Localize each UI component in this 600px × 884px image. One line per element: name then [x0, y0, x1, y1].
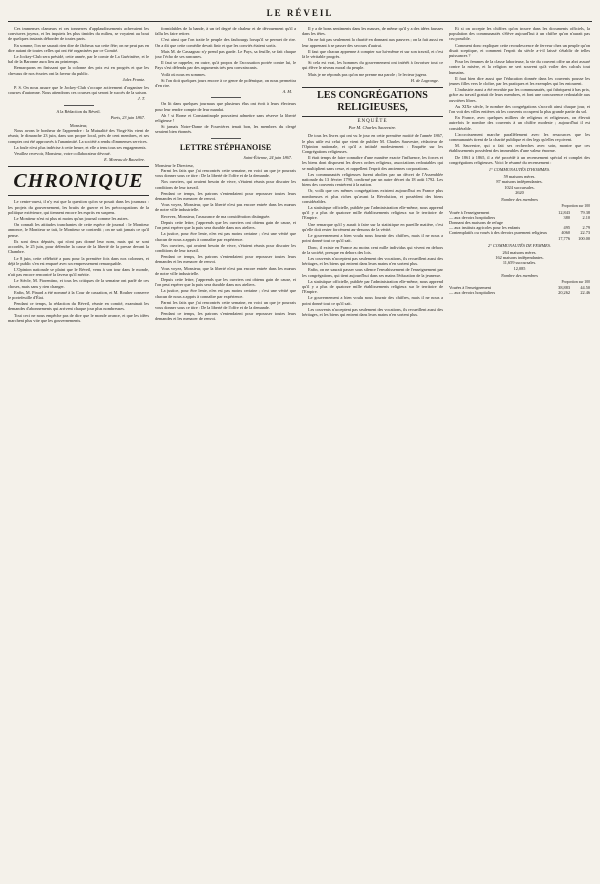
paragraph: Recevez, Monsieur, l'assurance de ma considération distinguée.: [161, 213, 271, 219]
paragraph: Les couvents n'acceptent pas seulement des vocations, ils recueillent aussi des héritages, et les biens qui entrent dans leurs mains n'en sortent plus.: [302, 306, 443, 317]
paragraph: Le Moniteur n'est ni plus ni moins qu'un journal comme les autres.: [14, 216, 129, 222]
paragraph: En somme, l'on ne saurait rien dire de fâcheux sur cette fête; on ne peut pas en dire autant de toutes celles qui ont été organisées par ce Comité.: [8, 42, 149, 53]
letter-title: LETTRE STÉPHANOISE: [179, 142, 272, 152]
divider: [211, 97, 241, 98]
table-row: [449, 290, 590, 295]
stats-sum-pct: 100.00: [578, 235, 590, 241]
letter-date: Paris, 23 juin 1867.: [110, 114, 145, 120]
paragraph: M. Sauvestre, qui a fait ses recherches avec soin, montre que ces établissements possèdent des immeubles d'une valeur énorme.: [449, 143, 590, 154]
paragraph: Pendant ce temps, les patrons s'entendaient pour repousser toutes leurs demandes et les menacer de renvoi.: [155, 190, 296, 202]
table-row: [449, 230, 590, 235]
paragraph: P. S. On nous assure que le Jockey-Club s'occupe activement d'organiser les courses d'automne. Nous attendrons ces courses qui seront le succès de la saison.: [8, 85, 149, 96]
table-cell-p: 79.38: [580, 209, 590, 215]
stats-line: 1024 succursales.: [504, 184, 535, 190]
paragraph: formidables de la bande, à un tel degré de chaleur et de dévouement qu'il a fallu les faire retirer.: [155, 26, 296, 37]
signature: E. Moreau de Bauvière.: [104, 157, 145, 163]
paragraph: Ces immenses clameurs et ces tonnerres d'applaudissements achevaient les conviuves joyeux, et les inquiets les plus timides du milieu, se voyaient au bout de quelques instants déborder de toutes parts.: [8, 26, 149, 42]
paragraph: Si l'on doit quelques jours encore à ce genre de polémique, on nous permettra d'en rire.: [155, 77, 296, 89]
paragraph: Pendant ce temps, les patrons s'entendaient pour repousser toutes leurs demandes et les menacer de renvoi.: [155, 254, 296, 265]
paragraph: Enfin, M. Pinard a été nommé à la Cour de cassation, et M. Rouher conserve le portefeuille d'État.: [8, 289, 149, 300]
table-cell-label: — aux instituts agricoles pour les enfants: [449, 225, 521, 231]
paragraph: Au XIXe siècle, le nombre des congrégations s'accroît ainsi chaque jour, et l'on voit des villes entières où les couvents occupent la plus grande partie du sol.: [449, 103, 590, 115]
paragraph: Il était temps de faire connaître d'une manière exacte l'influence, les forces et les biens dont disposent les divers ordres religieux, associations redoutables qui se multiplient sans cesse, et rappellent l'esprit des anciennes corporations.: [302, 155, 443, 171]
paragraph: Les couvents n'acceptent pas seulement des vocations, ils recueillent aussi des héritages, et les biens qui entrent dans leurs mains n'en sortent plus.: [302, 255, 443, 267]
letter-greeting: Monsieur le Directeur,: [155, 162, 194, 168]
paragraph: L'Opinion nationale se plaint que le Réveil, venu à son tour dans le monde, n'ait pas encore rencontré la faveur qu'il mérite.: [8, 266, 149, 278]
letter-recipient: A la Rédaction du Réveil.: [56, 108, 101, 114]
paragraph: Pendant ce temps, les patrons s'entendaient pour repousser toutes leurs demandes et les menacer de renvoi.: [155, 311, 296, 322]
paragraph: La justice, pour être lente, n'en est pas moins certaine ; c'est une vérité que chacun de nous a appris à connaître par expérience.: [155, 231, 296, 242]
masthead: [8, 4, 592, 22]
paragraph: La statistique officielle, publiée par l'administration elle-même, nous apprend qu'il y a plus de quatorze mille établissements religieux sur le territoire de l'Empire.: [302, 278, 443, 295]
paragraph: Les communautés religieuses furent abolies par un décret de l'Assemblée nationale du 13 février 1790, confirmé par un autre décret du 18 août 1792. Les biens des couvents rentrèrent à la nation.: [302, 171, 443, 188]
paragraph: Le Jockey-Club sera présidé, cette année, par le comte de La Guérinière, et le bal de la Baronne aura lieu au printemps.: [8, 54, 149, 65]
table-cell-label: Vouée à l'enseignement: [449, 209, 490, 215]
section-author: Par M. Charles Sauvestre.: [348, 125, 397, 131]
paragraph: Il faut se rappeler, en outre, qu'à propos de l'accusation portée contre lui, le Pays s'est défendu par des arguments très peu convaincants.: [155, 60, 296, 71]
table-cell-label: Contemplatifs ou voués à des devoirs purement religieux: [449, 230, 547, 236]
letter-date: Saint-Étienne, 24 juin 1867.: [243, 154, 292, 160]
column-2: [155, 26, 296, 324]
table-cell-label: — aux devoirs hospitaliers: [449, 214, 496, 220]
paragraph: Ils sont deux députés, qui n'ont pas donné leur nom, mais qui se sont accordés, le 25 juin, pour défendre la cause de la liberté de la presse devant la Chambre.: [8, 238, 149, 255]
paragraph: Or, voilà que ces mêmes congrégations existent aujourd'hui en France plus nombreuses et plus riches qu'avant la Révolution, et possèdent des biens considérables.: [302, 188, 443, 204]
paragraph: Comment donc expliquer cette recrudescence de ferveur chez un peuple qu'on disait sceptique, et comment l'esprit du siècle a-t-il laissé s'établir de telles puissances ?: [449, 42, 590, 59]
paragraph: Parmi les faits que j'ai rencontrés cette semaine, en voici un que je pourrais vous donner sous ce titre : De la liberté de l'offre et de la demande.: [155, 168, 296, 179]
paragraph: Veuillez recevoir, Monsieur, votre collaborateur dévoué.: [14, 151, 111, 157]
stats-sum: 17,776: [558, 235, 570, 241]
table-cell-n: 12,843: [558, 209, 570, 215]
divider: [211, 138, 241, 139]
paragraph: Depuis cette lettre, j'apprends que les ouvriers ont obtenu gain de cause, et l'on peut espérer que la paix sera durable dans nos ateliers.: [155, 219, 296, 231]
table-cell-n: 380: [563, 214, 570, 220]
stats-women-title: 2° COMMUNAUTÉS DE FEMMES.: [487, 242, 552, 248]
stats-table-men: [449, 210, 590, 241]
table-cell-label: — aux devoirs hospitaliers: [449, 290, 496, 296]
stats-table-women: [449, 285, 590, 295]
paragraph: La statistique officielle, publiée par l'administration elle-même, nous apprend qu'il y a plus de quatorze mille établissements religieux sur le territoire de l'Empire.: [302, 205, 443, 221]
paragraph: Si jamais Notre-Dame de Fourvières tenait bon, les membres du clergé seraient bien étonnés.: [155, 124, 296, 135]
table-cell-p: 44.50: [580, 285, 590, 291]
paragraph: Nos ouvriers, qui avaient besoin de vivre, s'étaient réunis pour discuter les conditions de leur travail.: [155, 242, 296, 253]
stats-line: 162 maisons indépendantes.: [495, 255, 544, 261]
stats-col-heading: Proportion sur 100: [561, 204, 590, 209]
table-cell-n: 495: [563, 225, 570, 231]
stats-line: 264 maisons mères.: [502, 249, 537, 255]
paragraph: La foule n'est plus indécise à cette heure, et elle a tenu tous ses engagements.: [14, 144, 147, 150]
paragraph: Parmi les faits que j'ai rencontrés cette semaine, en voici un que je pourrais vous donner sous ce titre : De la liberté de l'offre et de la demande.: [155, 299, 296, 310]
signature: A. M.: [282, 89, 292, 95]
paragraph: De 1861 à 1865, il a été procédé à un recensement spécial et complet des congrégations religieuses. Voici le résumé du recensement :: [449, 154, 590, 165]
paragraph: Si cela est vrai, les hommes du gouvernement ont intérêt à favoriser tout ce qui élève le niveau moral du peuple.: [302, 60, 443, 71]
table-cell-p: 22.73: [580, 230, 590, 236]
table-row: [449, 236, 590, 241]
masthead-title: LE RÉVEIL: [266, 8, 334, 18]
stats-line: 59 maisons mères.: [503, 174, 536, 180]
paragraph: Vous voyez, Monsieur, que la liberté n'est pas encore entrée dans les mœurs de notre ville industrielle.: [155, 265, 296, 276]
paragraph: Pour les femmes de la classe laborieuse, la vie du couvent offre un abri assuré contre la misère, et la religion ne sert souvent qu'à voiler des calculs tout humains.: [449, 59, 590, 75]
signature: Jules Frantz.: [122, 76, 145, 82]
table-cell-p: 2.79: [582, 225, 590, 231]
paragraph: Mais je ne réponds pas qu'on me prenne ma parole ; le lecteur jugera.: [308, 71, 428, 77]
paragraph: Il faut que chacun apprenne à compter sur lui-même et sur son travail, et c'est là le véritable progrès.: [302, 48, 443, 60]
paragraph: C'est ainsi que l'on traite le peuple des faubourgs lorsqu'il se permet de rire. On a dit que cette comédie devait finir et que les conviés étaient sortis.: [155, 37, 296, 48]
column-1: [8, 26, 149, 324]
paragraph: L'industrie aussi a été envahie par les communautés, qui fabriquent à bas prix, grâce au travail gratuit de leurs membres, et font une concurrence redoutable aux ouvrières libres.: [449, 87, 590, 103]
paragraph: Le gouvernement a bien voulu nous fournir des chiffres, mais il ne nous a point donné tout ce qu'il sait.: [302, 233, 443, 244]
divider: [64, 105, 94, 106]
paragraph: En France, avec quelques milliers de religieux et religieuses, on élevait autrefois le nombre des couvents à un chiffre modeste ; aujourd'hui il est considérable.: [449, 115, 590, 131]
paragraph: Enfin, on ne saurait passer sous silence l'envahissement de l'enseignement par les congrégations, qui tient aujourd'hui dans ses mains l'éducation de la jeunesse.: [302, 267, 443, 278]
paragraph: Et si on accepte les chiffres qu'on trouve dans les documents officiels, la population des communautés s'élève aujourd'hui à un chiffre qu'on n'aurait pas cru possible.: [449, 26, 590, 42]
paragraph: La justice, pour être lente, n'en est pas moins certaine ; c'est une vérité que chacun de nous a appris à connaître par expérience.: [155, 288, 296, 299]
table-cell-n: 20,262: [558, 290, 570, 296]
stats-total: 12,085: [513, 265, 526, 271]
paragraph: Depuis cette lettre, j'apprends que les ouvriers ont obtenu gain de cause, et l'on peut espérer que la paix sera durable dans nos ateliers.: [155, 276, 296, 288]
stats-line: 87 maisons indépendantes.: [496, 179, 543, 185]
table-cell-label: Vouées à l'enseignement: [449, 285, 491, 291]
stats-members-heading: Nombre des membres: [501, 272, 538, 278]
section-title: LES CONGRÉGATIONS RELIGIEUSES,: [302, 87, 443, 117]
stats-members-heading: Nombre des membres: [501, 197, 538, 203]
stats-men-title: 1° COMMUNAUTÉS D'HOMMES.: [488, 167, 551, 173]
paragraph: Il y a de bons sentiments dans les masses, de même qu'il y a des idées fausses dans les têtes.: [302, 26, 443, 37]
paragraph: Il faut bien dire aussi que l'éducation donnée dans les couvents pousse les jeunes filles vers le cloître, par les pratiques et les exemples qui les entourent.: [449, 75, 590, 87]
newspaper-page: [8, 4, 592, 876]
paragraph: Une remarque qu'il y aurait à faire sur la statistique en pareille matière, c'est qu'elle doit rester forcément au-dessous de la vérité.: [302, 221, 443, 232]
signature: H. de Lagrange.: [410, 77, 439, 83]
table-cell-p: 22.46: [580, 290, 590, 296]
signature: J. T.: [137, 96, 145, 102]
paragraph: Nos ouvriers, qui avaient besoin de vivre, s'étaient réunis pour discuter les conditions de leur travail.: [155, 179, 296, 190]
paragraph: Tout ceci ne nous empêche pas de dire que le monde avance, et que les idées marchent plus vite que les gouvernements.: [8, 312, 149, 323]
table-cell-label: Donnant des maisons de refuge: [449, 219, 503, 225]
letter-greeting: Monsieur,: [69, 123, 88, 129]
paragraph: Mais M. de Cassagnac n'y prend pas garde. Le Pays, sa feuille, se fait chaque jour l'écho de ses rancunes.: [155, 48, 296, 60]
paragraph: Le centre-ouest, il n'y eut que la question qu'on se posait dans les journaux : les projets du gouvernement, les bruits de guerre et les préoccupations de la politique extérieure, qui tiennent encore les esprits en suspens.: [8, 199, 149, 215]
paragraph: Donc, il existe en France au moins cent mille individus qui vivent en dehors de la société, presque en dehors des lois.: [302, 244, 443, 255]
columns: [8, 26, 592, 324]
paragraph: Le Siècle, M. Fiorentino, et tous les critiques de la semaine ont parlé de ces choses, mais sans y rien changer.: [8, 278, 149, 289]
column-4: [449, 26, 590, 324]
paragraph: Nous avons le bonheur de l'apprendre : la Mutualité des Vingt-Six vient de réunir, le dimanche 23 juin, dans son propre local, près de cent membres, et ses comptes ont été approuvés à l'unanimité. La société a rendu d'immenses services.: [8, 128, 149, 144]
paragraph: On ne fait pas seulement la charité en donnant aux pauvres ; on la fait aussi en leur apprenant à se passer des secours d'autrui.: [302, 37, 443, 48]
stats-col-heading: Proportion sur 100: [561, 279, 590, 284]
paragraph: Le gouvernement a bien voulu nous fournir des chiffres, mais il ne nous a point donné tout ce qu'il sait.: [302, 295, 443, 306]
table-cell-n: 38,883: [558, 285, 570, 291]
table-cell-p: 2.10: [582, 214, 590, 220]
paragraph: On connaît les attitudes tranchantes de cette espèce de journal : le Moniteur annonce, le Moniteur se tait, le Moniteur se contredit ; on ne sait jamais ce qu'il pense.: [8, 222, 149, 238]
paragraph: On lit dans quelques journaux que plusieurs élus ont écrit à leurs électeurs pour leur rendre compte de leur mandat.: [155, 101, 296, 112]
stats-total: 2620: [515, 189, 524, 195]
table-cell-n: 4060: [561, 230, 570, 236]
paragraph: Vous voyez, Monsieur, que la liberté n'est pas encore entrée dans les mœurs de notre ville industrielle.: [155, 202, 296, 213]
paragraph: L'accroissement marche parallèlement avec les ressources que les communautés tirent de la charité publique et des legs qu'elles reçoivent.: [449, 131, 590, 143]
chronique-title: CHRONIQUE: [8, 166, 149, 196]
paragraph: Ah ! si Rome et Constantinople pouvaient admettre sans réserve la liberté religieuse !: [155, 112, 296, 124]
section-subtitle: ENQUÊTE: [357, 119, 388, 125]
stats-line: 11,659 succursales.: [502, 260, 537, 266]
paragraph: De tous les livres qui ont vu le jour en cette première moitié de l'année 1867, le plus utile est celui que vient de publier M. Charles Sauvestre, rédacteur de l'Opinion nationale, et qu'il a intitulé modestement : Enquête sur les Congrégations religieuses.: [302, 133, 443, 155]
column-3: [302, 26, 443, 324]
paragraph: Le 8 juin, cette célébrité a paru pour la première fois dans nos colonnes, et déjà le public s'en est emparé avec un empressement remarquable.: [8, 255, 149, 266]
paragraph: Pendant ce temps, la rédaction du Réveil, réunie en comité, examinait les demandes d'abonnements qui arrivent chaque jour plus nombreuses.: [8, 301, 149, 312]
paragraph: Voilà où nous en sommes.: [161, 71, 206, 77]
paragraph: Remarquons en finissant que la colonne des prix est en progrès et que les chevaux de nos écuries ont la faveur du public.: [8, 65, 149, 76]
